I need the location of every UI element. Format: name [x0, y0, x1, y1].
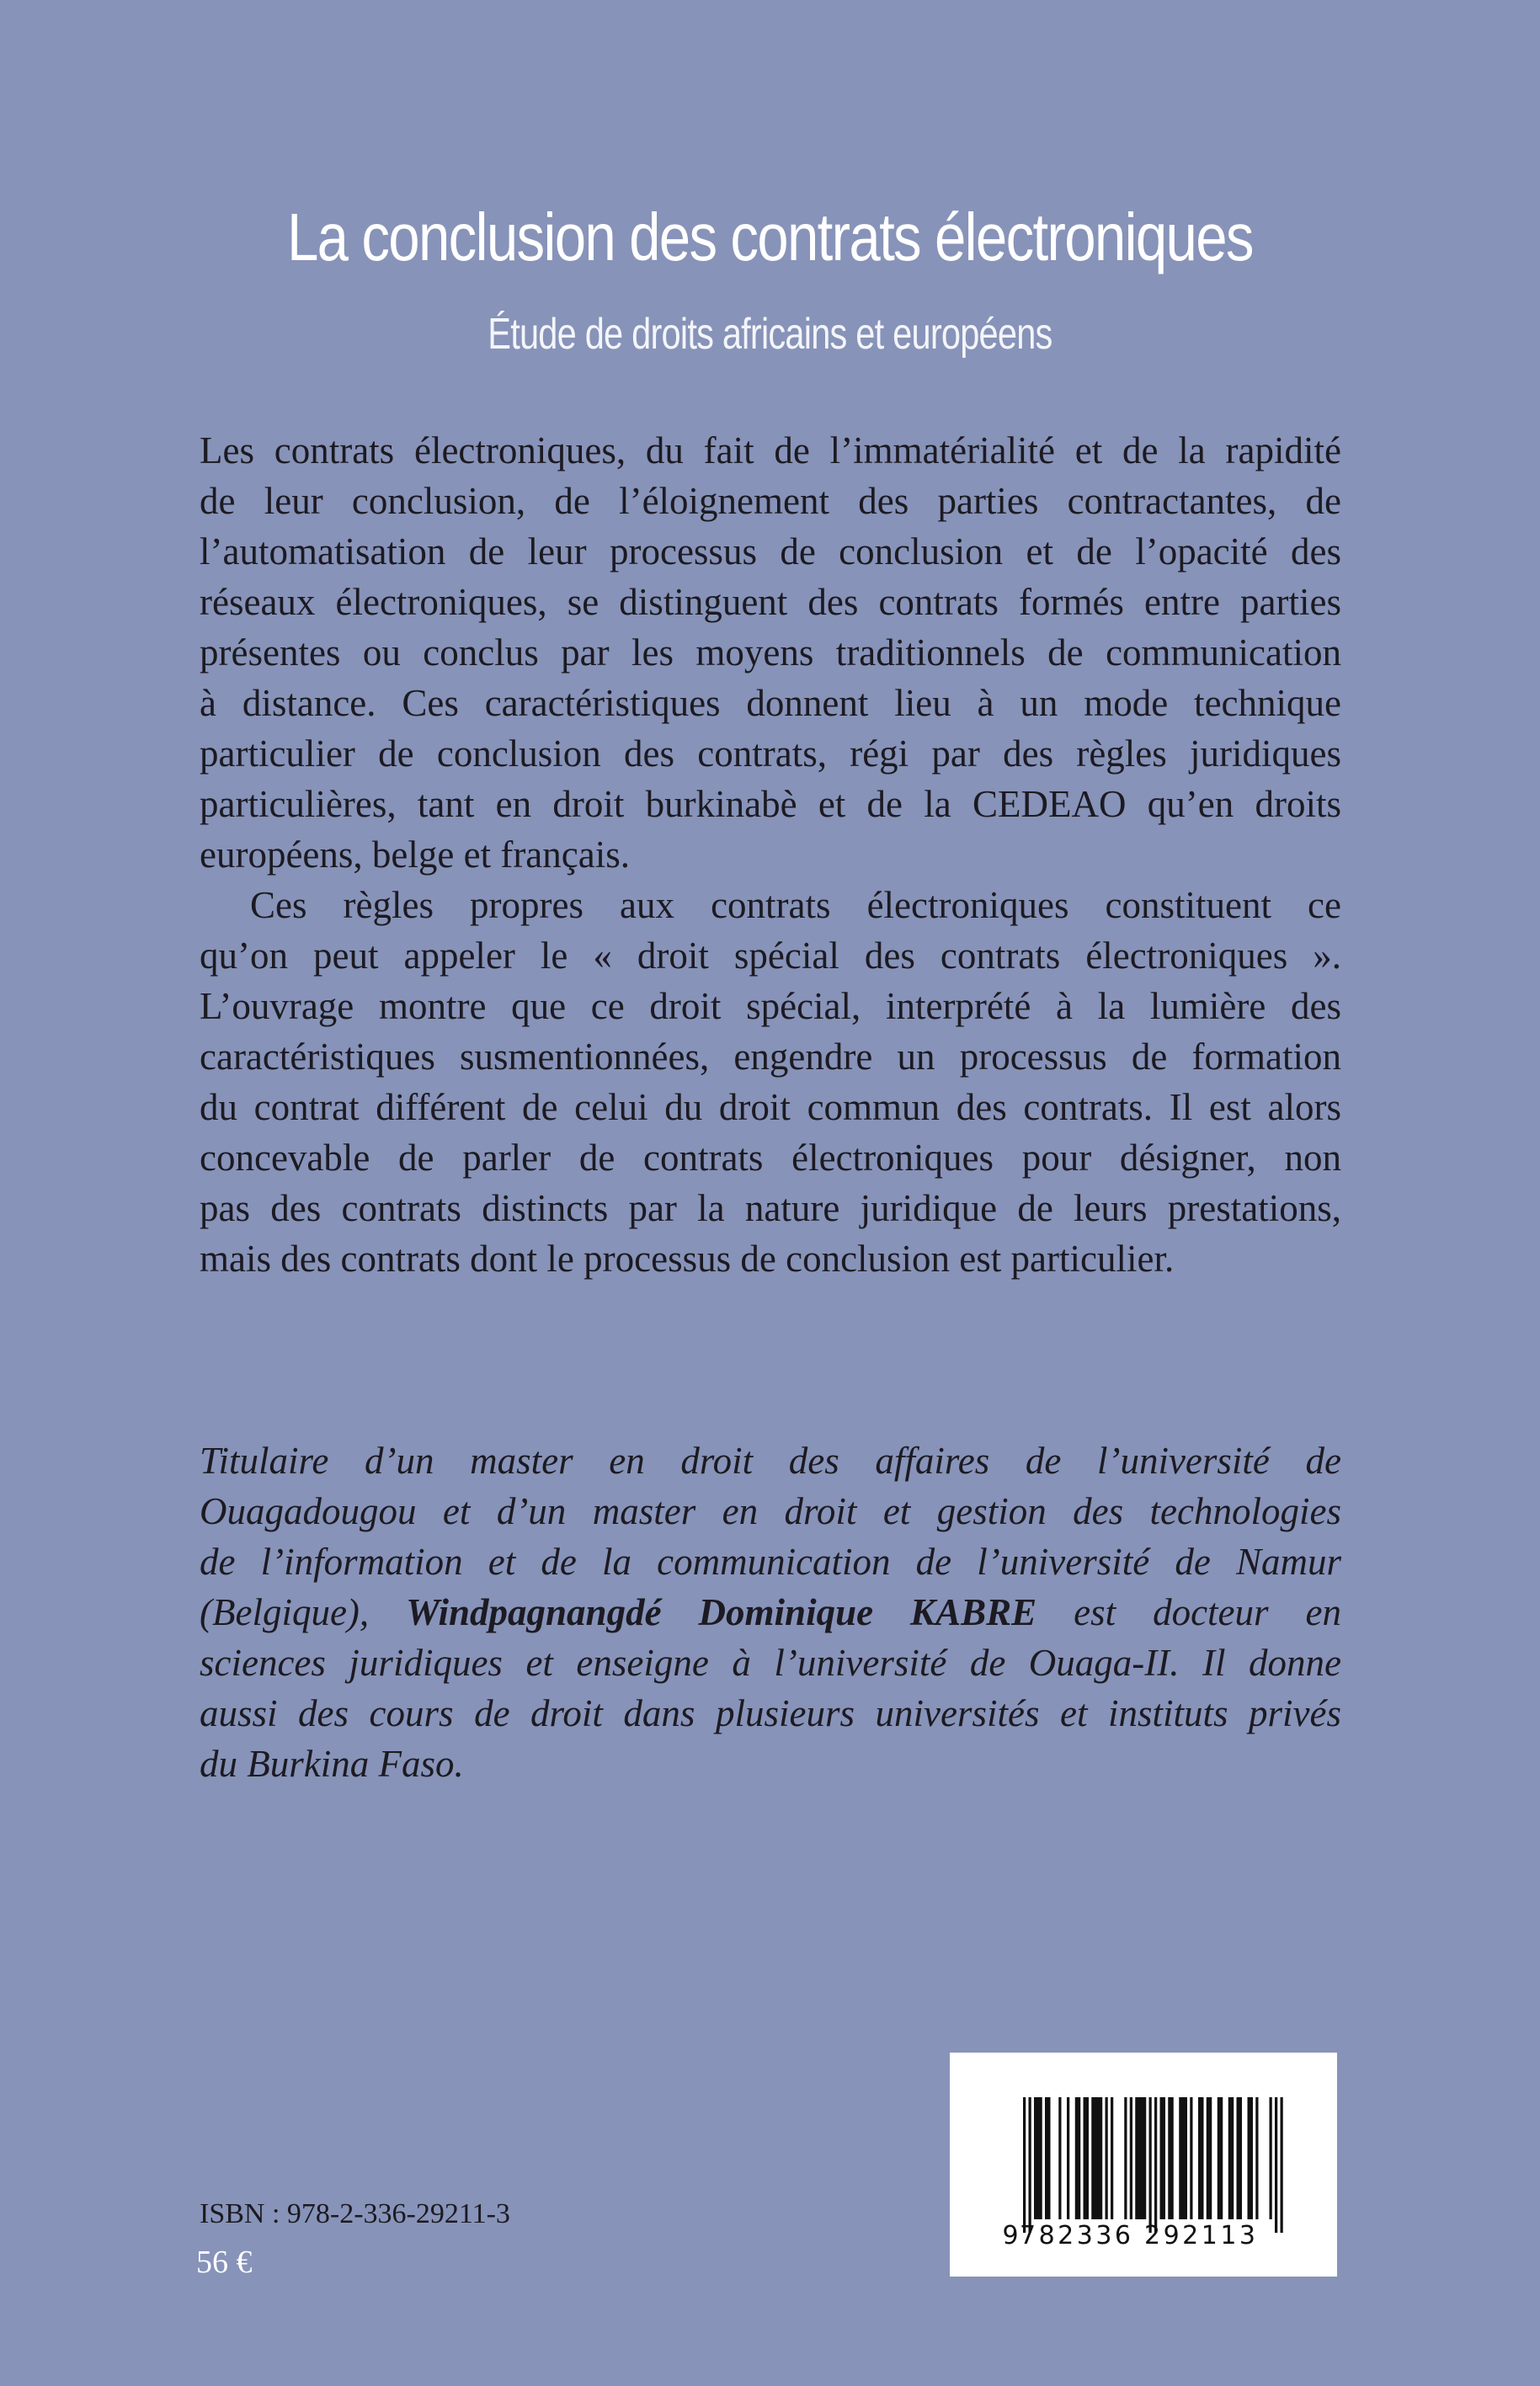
summary-paragraph-1 — [200, 425, 1341, 880]
book-summary — [200, 425, 1341, 1284]
summary-line: Ces règles propres aux contrats électroniques constituent ce — [250, 884, 1341, 926]
author-name: Windpagnangdé Dominique KABRE — [406, 1591, 1037, 1633]
summary-line: qu’on peut appeler le « droit spécial des contrats électroniques ». — [200, 935, 1341, 977]
summary-line: réseaux électroniques, se distinguent des contrats formés entre parties — [200, 581, 1341, 623]
barcode — [950, 2053, 1337, 2277]
bio-line: Ouagadougou et d’un master en droit et gestion des technologies — [200, 1490, 1341, 1532]
summary-line: L’ouvrage montre que ce droit spécial, interprété à la lumière des — [200, 985, 1341, 1027]
bio-line-author — [200, 1587, 1341, 1638]
book-subtitle: Étude de droits africains et européens — [488, 310, 1052, 359]
summary-line: présentes ou conclus par les moyens traditionnels de communication — [200, 631, 1341, 674]
barcode-first-digit: 9 — [1002, 2221, 1019, 2250]
bio-line: sciences juridiques et enseigne à l’université de Ouaga-II. Il donne — [200, 1642, 1341, 1684]
book-title: La conclusion des contrats électroniques — [286, 200, 1253, 274]
price-label: 56 € — [196, 2245, 253, 2280]
summary-line: de leur conclusion, de l’éloignement des parties contractantes, de — [200, 480, 1341, 522]
barcode-left-digits: 782336 — [1020, 2221, 1131, 2250]
summary-line: mais des contrats dont le processus de conclusion est particulier. — [200, 1238, 1175, 1280]
bio-text: est docteur en — [1036, 1591, 1341, 1633]
bio-line: Titulaire d’un master en droit des affaires de l’université de — [200, 1440, 1341, 1482]
summary-line: caractéristiques susmentionnées, engendre un processus de formation — [200, 1036, 1341, 1078]
summary-line: européens, belge et français. — [200, 834, 630, 876]
barcode-right-digits: 292113 — [1144, 2221, 1255, 2250]
summary-line: Les contrats électroniques, du fait de l’immatérialité et de la rapidité — [200, 429, 1341, 471]
bio-line: de l’information et de la communication de l’université de Namur — [200, 1541, 1341, 1583]
summary-line: concevable de parler de contrats électroniques pour désigner, non — [200, 1137, 1341, 1179]
summary-line: à distance. Ces caractéristiques donnent lieu à un mode technique — [200, 682, 1341, 724]
summary-line: du contrat différent de celui du droit commun des contrats. Il est alors — [200, 1086, 1341, 1128]
barcode-icon — [950, 2053, 1337, 2277]
summary-paragraph-2 — [200, 880, 1341, 1284]
summary-line: pas des contrats distincts par la nature juridique de leurs prestations, — [200, 1187, 1341, 1229]
bio-line: du Burkina Faso. — [200, 1743, 464, 1785]
isbn-label: ISBN : 978-2-336-29211-3 — [200, 2198, 510, 2229]
barcode-bars — [1023, 2097, 1283, 2233]
summary-line: particulier de conclusion des contrats, régi par des règles juridiques — [200, 732, 1341, 775]
bio-line: aussi des cours de droit dans plusieurs universités et instituts privés — [200, 1692, 1341, 1734]
summary-line: particulières, tant en droit burkinabè et de la CEDEAO qu’en droits — [200, 783, 1341, 825]
summary-line: l’automatisation de leur processus de conclusion et de l’opacité des — [200, 530, 1341, 573]
author-bio — [200, 1435, 1341, 1789]
bio-text: (Belgique), — [200, 1591, 407, 1633]
